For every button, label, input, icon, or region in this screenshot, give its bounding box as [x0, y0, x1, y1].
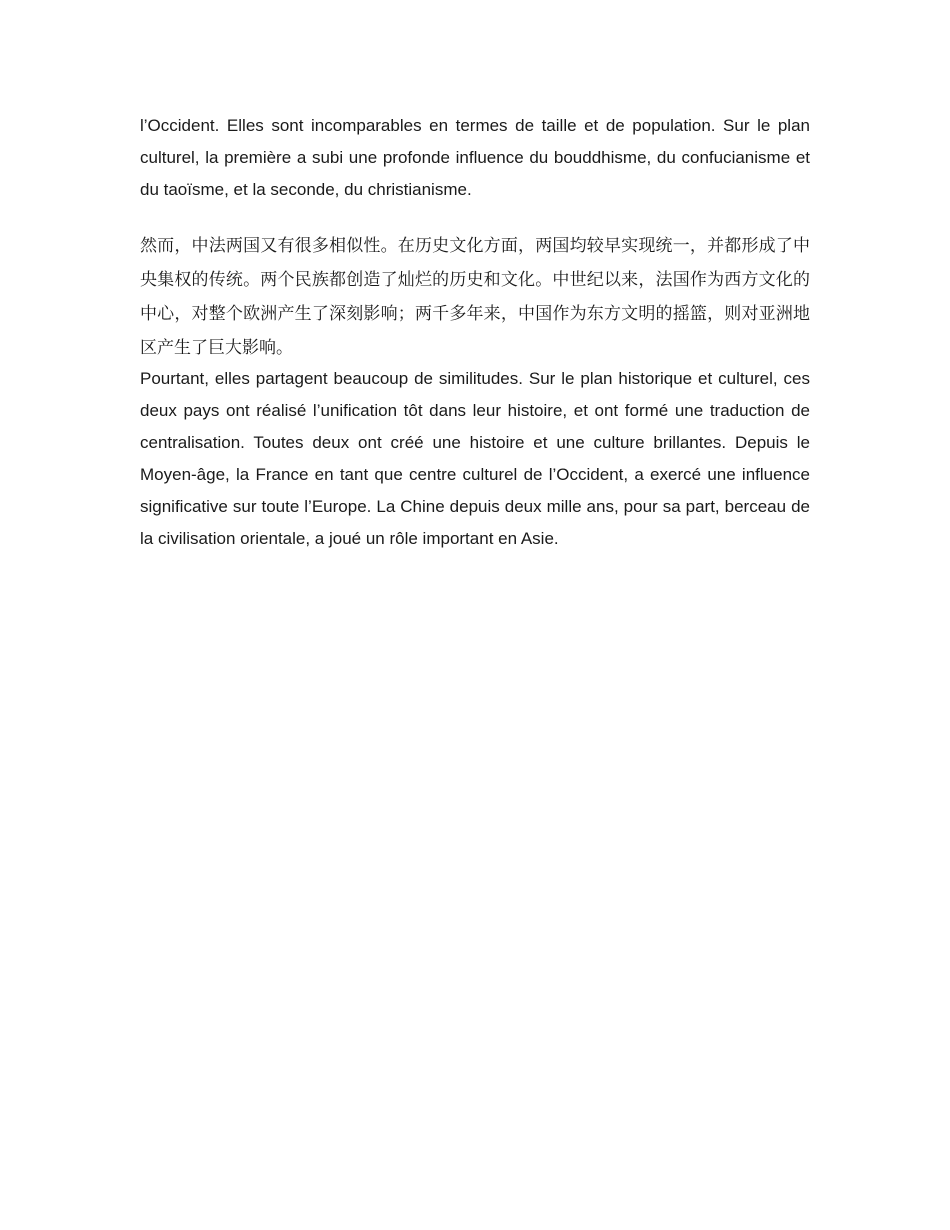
paragraph-chinese: 然而，中法两国又有很多相似性。在历史文化方面，两国均较早实现统一，并都形成了中央集权的传统。两个民族都创造了灿烂的历史和文化。中世纪以来，法国作为西方文化的中心，对整个欧洲产生了深刻影响；两千多年来，中国作为东方文明的摇篮，则对亚洲地区产生了巨大影响。	[140, 236, 810, 358]
paragraph-french-intro: l’Occident. Elles sont incomparables en termes de taille et de population. Sur le plan culturel, la première a subi une profonde influence du bouddhisme, du confucianisme et du taoïsme, et la seconde, du christianisme.	[140, 116, 810, 199]
paragraph-french-translation: Pourtant, elles partagent beaucoup de similitudes. Sur le plan historique et culturel, ces deux pays ont réalisé l’unification tôt dans leur histoire, et ont formé une traduction de centralisation. Toutes deux ont créé une histoire et une culture brillantes. Depuis le Moyen-âge, la France en tant que centre culturel de l’Occident, a exercé une influence significative sur toute l’Europe. La Chine depuis deux mille ans, pour sa part, berceau de la civilisation orientale, a joué un rôle important en Asie.	[140, 369, 810, 548]
document-body	[140, 110, 810, 555]
